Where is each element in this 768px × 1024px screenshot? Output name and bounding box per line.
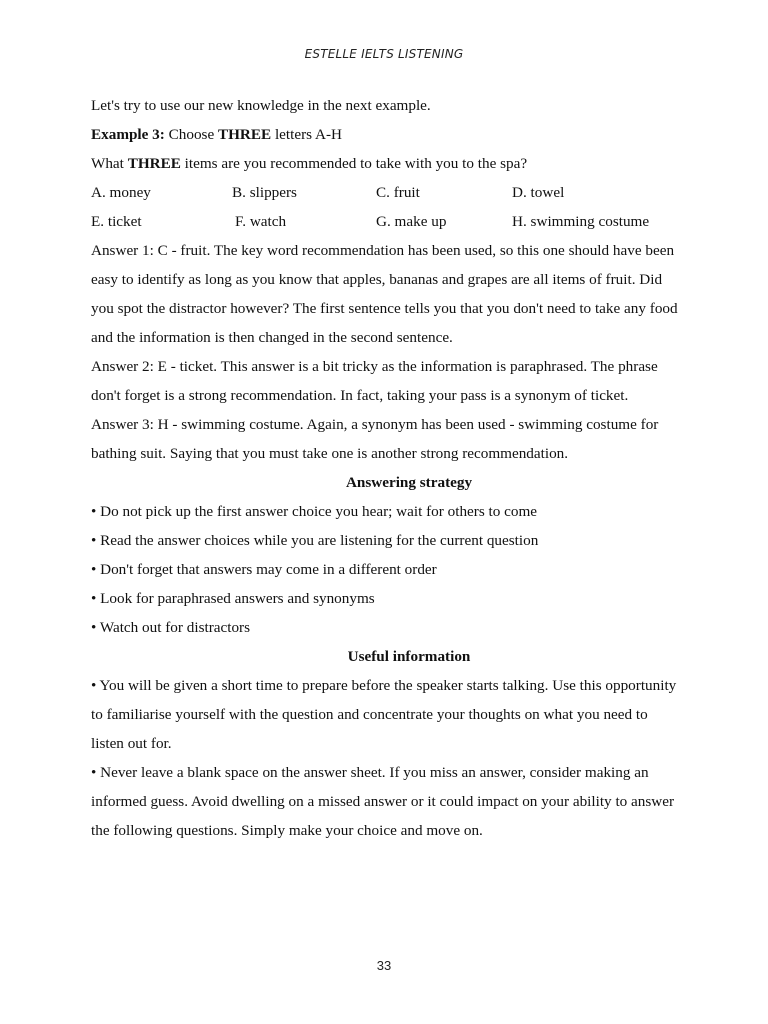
instruction-bold: THREE	[217, 126, 272, 143]
strategy-item: • Look for paraphrased answers and synonyms	[91, 590, 375, 607]
option-c: C. fruit	[376, 184, 420, 201]
running-header: ESTELLE IELTS LISTENING	[304, 47, 464, 61]
strategy-heading: Answering strategy	[345, 474, 473, 491]
options-row-2	[91, 207, 727, 236]
answer-line: bathing suit. Saying that you must take one is another strong recommendation.	[91, 445, 569, 462]
option-h: H. swimming costume	[512, 213, 650, 230]
strategy-item: • Do not pick up the first answer choice you hear; wait for others to come	[91, 503, 538, 520]
option-g: G. make up	[376, 213, 447, 230]
useful-line: to familiarise yourself with the question and concentrate your thoughts on what you need to	[91, 706, 648, 723]
answer-line: Answer 1: C - fruit. The key word recommendation has been used, so this one should have been	[91, 242, 675, 259]
useful-line: the following questions. Simply make your choice and move on.	[91, 822, 483, 839]
instruction-pre: Choose	[164, 126, 218, 143]
intro-text: Let's try to use our new knowledge in the next example.	[91, 97, 431, 114]
example-label: Example 3:	[91, 126, 165, 143]
strategy-item: • Don't forget that answers may come in a different order	[91, 561, 437, 578]
answer-3	[91, 410, 727, 468]
options-row-1	[91, 178, 727, 207]
option-a: A. money	[91, 184, 151, 201]
option-d: D. towel	[512, 184, 565, 201]
instruction-post: letters A-H	[271, 126, 343, 143]
option-f: F. watch	[235, 213, 287, 230]
useful-line: informed guess. Avoid dwelling on a missed answer or it could impact on your ability to answer	[91, 793, 675, 810]
useful-paragraph-1	[91, 671, 727, 758]
question-pre: What	[91, 155, 128, 172]
answer-line: Answer 2: E - ticket. This answer is a bit tricky as the information is paraphrased. The phrase	[91, 358, 658, 375]
useful-line: • You will be given a short time to prepare before the speaker starts talking. Use this opportunity	[91, 677, 677, 694]
strategy-item: • Read the answer choices while you are listening for the current question	[91, 532, 539, 549]
answer-line: you spot the distractor however? The first sentence tells you that you don't need to take any food	[91, 300, 678, 317]
answer-1	[91, 236, 727, 352]
question-post: items are you recommended to take with you to the spa?	[180, 155, 528, 172]
useful-heading: Useful information	[347, 648, 471, 665]
page-number: 33	[376, 958, 392, 973]
answer-2	[91, 352, 727, 410]
useful-line: • Never leave a blank space on the answer sheet. If you miss an answer, consider making an	[91, 764, 649, 781]
question-bold: THREE	[127, 155, 181, 172]
strategy-item: • Watch out for distractors	[91, 619, 251, 636]
answer-line: Answer 3: H - swimming costume. Again, a synonym has been used - swimming costume for	[91, 416, 659, 433]
answer-line: and the information is then changed in the second sentence.	[91, 329, 453, 346]
useful-paragraph-2	[91, 758, 727, 845]
useful-line: listen out for.	[91, 735, 172, 752]
option-b: B. slippers	[232, 184, 297, 201]
option-e: E. ticket	[91, 213, 142, 230]
answer-line: easy to identify as long as you know that apples, bananas and grapes are all items of fruit. Did	[91, 271, 663, 288]
strategy-list	[91, 497, 727, 642]
answer-line: don't forget is a strong recommendation. In fact, taking your pass is a synonym of ticket.	[91, 387, 629, 404]
example-question	[91, 149, 727, 178]
page-body	[91, 91, 727, 845]
example-instruction	[91, 120, 727, 149]
